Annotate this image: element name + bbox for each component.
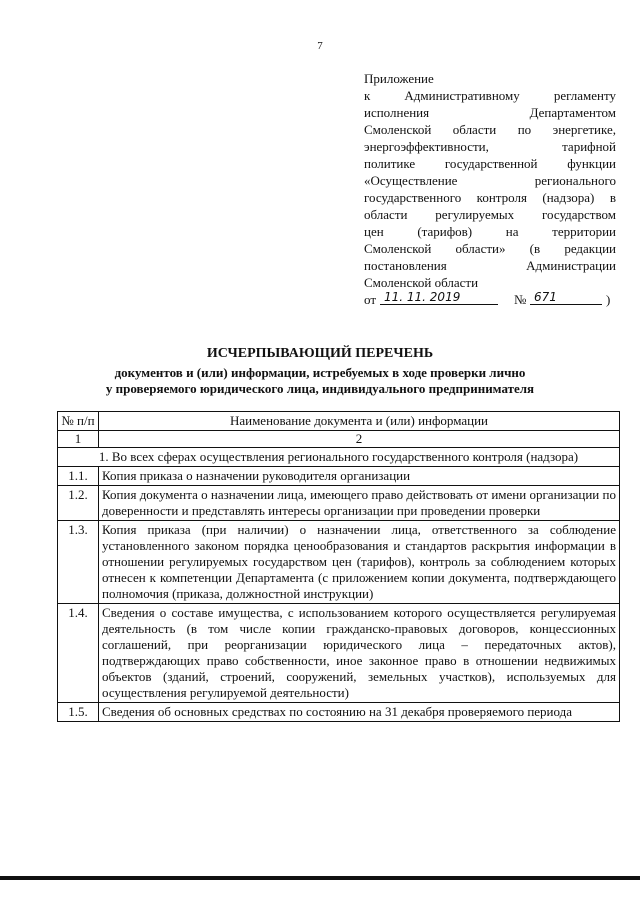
- appendix-line: цен (тарифов) на территории: [364, 224, 616, 239]
- appendix-line: энергоэффективности, тарифной: [364, 139, 616, 154]
- bottom-border-line: [0, 876, 640, 880]
- table-row: [58, 486, 620, 521]
- table-row: [58, 604, 620, 703]
- appendix-line: постановления Администрации: [364, 258, 616, 273]
- documents-table: [57, 411, 620, 722]
- row-number: 1.4.: [58, 604, 99, 703]
- handwritten-date: 11. 11. 2019: [380, 290, 498, 305]
- document-subtitle-line2: у проверяемого юридического лица, индивидуального предпринимателя: [105, 381, 535, 396]
- row-text: Копия документа о назначении лица, имеющего право действовать от имени организации по доверенности и представлять интересы организации при проведении проверки: [99, 486, 620, 521]
- header-name: Наименование документа и (или) информации: [99, 412, 620, 431]
- column-index-2: 2: [99, 431, 620, 448]
- document-title: ИСЧЕРПЫВАЮЩИЙ ПЕРЕЧЕНЬ: [206, 346, 434, 361]
- appendix-block: [364, 70, 616, 291]
- page-number: 7: [317, 40, 323, 52]
- appendix-line: государственного контроля (надзора) в: [364, 190, 616, 205]
- column-index-1: 1: [58, 431, 99, 448]
- appendix-line: Смоленской области: [364, 275, 479, 290]
- document-subtitle-line1: документов и (или) информации, истребуемых в ходе проверки лично: [114, 365, 526, 380]
- table-row: [58, 703, 620, 722]
- row-text: Копия приказа (при наличии) о назначении лица, ответственного за соблюдение установленного законом порядка ценообразования и стандартов раскрытия информации в отношении регулируемых государством цен (тарифов), контроль за соблюдением которых отнесен к компетенции Департамента (с приложением копии документа, подтверждающего полномочия (приказа, должностной инструкции): [99, 521, 620, 604]
- column-index-row: [58, 431, 620, 448]
- appendix-line: к Административному регламенту: [364, 88, 616, 103]
- row-number: 1.3.: [58, 521, 99, 604]
- appendix-line: Смоленской области по энергетике,: [364, 122, 616, 137]
- header-num: № п/п: [58, 412, 99, 431]
- row-text: Сведения об основных средствах по состоянию на 31 декабря проверяемого периода: [99, 703, 620, 722]
- row-number: 1.5.: [58, 703, 99, 722]
- decree-reference: [364, 292, 616, 310]
- section-title: 1. Во всех сферах осуществления регионального государственного контроля (надзора): [58, 448, 620, 467]
- table-row: [58, 467, 620, 486]
- row-text: Сведения о составе имущества, с использованием которого осуществляется регулируемая деятельность (в том числе копии гражданско-правовых договоров, концессионных соглашений, при реорганизации юридического лица – передаточных актов), подтверждающих право собственности, иное законное право в отношении недвижимых объектов (зданий, строений, сооружений, земельных участков), используемых для осуществления регулируемой деятельности): [99, 604, 620, 703]
- appendix-heading: Приложение: [364, 71, 434, 86]
- close-paren: ): [606, 292, 611, 307]
- row-text: Копия приказа о назначении руководителя организации: [99, 467, 620, 486]
- table-header-row: [58, 412, 620, 431]
- handwritten-number: 671: [530, 290, 602, 305]
- section-row: [58, 448, 620, 467]
- table-row: [58, 521, 620, 604]
- appendix-line: политике государственной функции: [364, 156, 616, 171]
- row-number: 1.2.: [58, 486, 99, 521]
- appendix-line: «Осуществление регионального: [364, 173, 616, 188]
- from-label: от: [364, 292, 377, 307]
- appendix-line: области регулируемых государством: [364, 207, 616, 222]
- appendix-line: Смоленской области» (в редакции: [364, 241, 616, 256]
- row-number: 1.1.: [58, 467, 99, 486]
- number-label: №: [514, 292, 527, 307]
- appendix-line: исполнения Департаментом: [364, 105, 616, 120]
